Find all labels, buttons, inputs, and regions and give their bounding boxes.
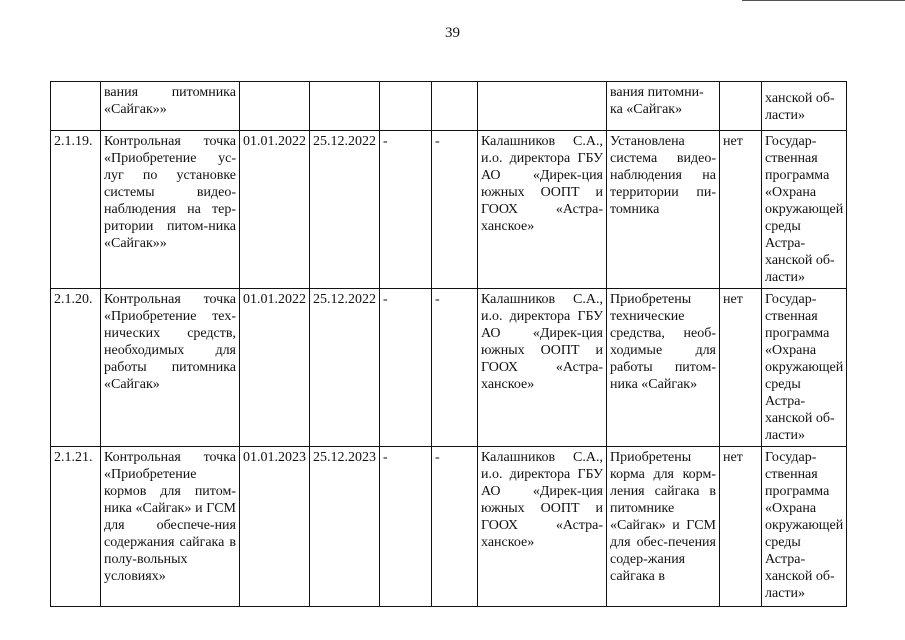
cell-end-date: 25.12.2023 [310,447,380,607]
cell-result: вания питомни- ка «Сайгак» [607,82,720,131]
header-rule [742,0,905,1]
cell-responsible: Калашников С.А., и.о. директора ГБУ АО «Дирек-ция южных ООПТ и ГООХ «Астра-ханское» [478,289,607,447]
table-row [51,289,847,447]
cell-deviation-1: - [380,447,432,607]
cell-result: Приобретены корма для корм-ления сайгака в питомнике «Сайгак» и ГСМ для обес-печения содер-жания сайгака в [607,447,720,607]
cell-program: Государ- ственная программа «Охрана окружающей среды Астра- ханской об- ласти» [762,131,847,289]
cell-number [51,82,101,131]
cell-responsible: Калашников С.А., и.о. директора ГБУ АО «Дирек-ция южных ООПТ и ГООХ «Астра-ханское» [478,131,607,289]
cell-name: Контрольная точка «Приобретение ус-луг по установке системы видео-наблюдения на тер-ритории питом-ника «Сайгак»» [101,131,240,289]
cell-start-date: 01.01.2023 [240,447,310,607]
cell-start-date: 01.01.2022 [240,131,310,289]
cell-deviation-1: - [380,289,432,447]
cell-result: Установлена система видео-наблюдения на территории пи-томника [607,131,720,289]
table-row [51,82,847,131]
cell-flag: нет [720,131,762,289]
cell-name: вания питомника «Сайгак»» [101,82,240,131]
cell-end-date: 25.12.2022 [310,289,380,447]
cell-deviation-1: - [380,131,432,289]
cell-deviation-2 [432,82,478,131]
table-row [51,131,847,289]
cell-number: 2.1.20. [51,289,101,447]
cell-flag [720,82,762,131]
cell-deviation-2: - [432,289,478,447]
cell-number: 2.1.21. [51,447,101,607]
cell-program: Государ- ственная программа «Охрана окружающей среды Астра- ханской об- ласти» [762,289,847,447]
cell-deviation-2: - [432,447,478,607]
page-number: 39 [445,25,460,41]
cell-responsible: Калашников С.А., и.о. директора ГБУ АО «Дирек-ция южных ООПТ и ГООХ «Астра-ханское» [478,447,607,607]
cell-number: 2.1.19. [51,131,101,289]
plan-table [50,81,847,607]
cell-program: ханской об- ласти» [762,82,847,131]
table-row [51,447,847,607]
cell-program: Государ- ственная программа «Охрана окружающей среды Астра- ханской об- ласти» [762,447,847,607]
cell-start-date [240,82,310,131]
cell-start-date: 01.01.2022 [240,289,310,447]
cell-name: Контрольная точка «Приобретение тех-нических средств, необходимых для работы питомника «Сайгак» [101,289,240,447]
cell-name: Контрольная точка «Приобретение кормов для питом-ника «Сайгак» и ГСМ для обеспече-ния содержания сайгака в полу-вольных условиях» [101,447,240,607]
cell-flag: нет [720,447,762,607]
cell-end-date: 25.12.2022 [310,131,380,289]
cell-deviation-2: - [432,131,478,289]
cell-responsible [478,82,607,131]
cell-deviation-1 [380,82,432,131]
cell-end-date [310,82,380,131]
cell-flag: нет [720,289,762,447]
cell-result: Приобретены технические средства, необ-ходимые для работы питом-ника «Сайгак» [607,289,720,447]
